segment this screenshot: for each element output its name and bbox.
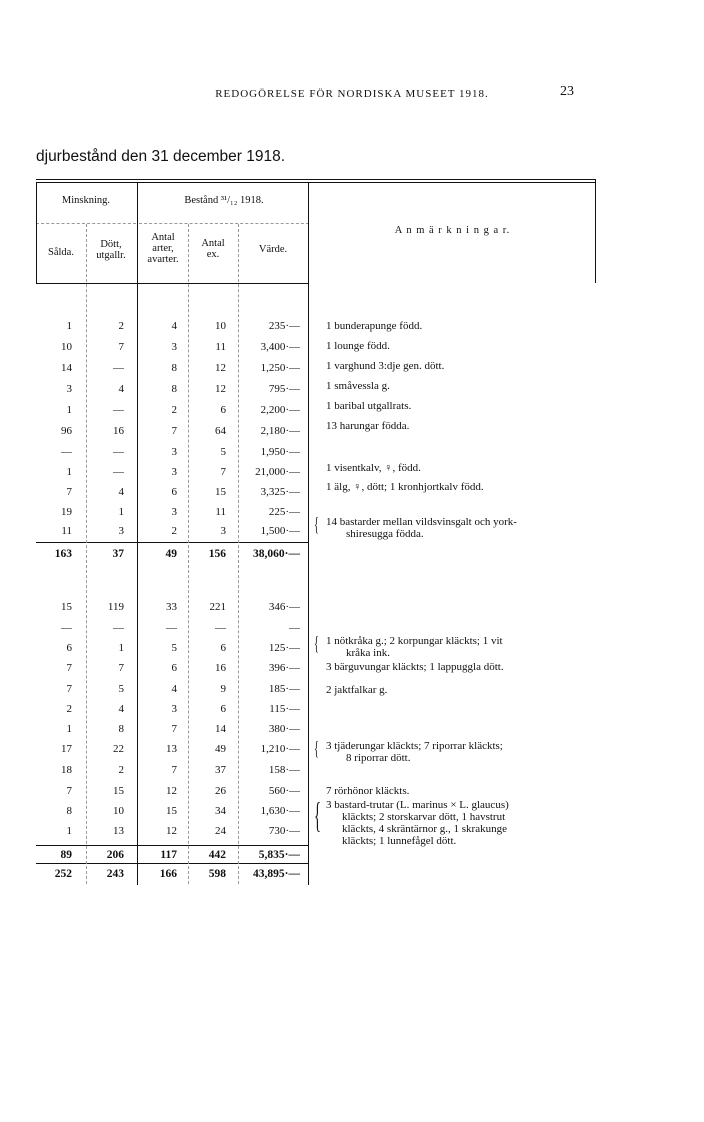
page-number: 23 bbox=[560, 84, 574, 99]
table-row-antal-arter: 3 bbox=[171, 446, 177, 458]
table-row-dott: 8 bbox=[118, 723, 124, 735]
table-subtitle: djurbestånd den 31 december 1918. bbox=[36, 148, 286, 165]
table-row-varde: 396·— bbox=[268, 662, 300, 674]
table-row-dott: 7 bbox=[118, 662, 124, 674]
remark-11: 3 bärguvungar kläckts; 1 lappuggla dött. bbox=[326, 661, 504, 673]
table-row-salda: 7 bbox=[66, 683, 72, 695]
table-row-salda: 3 bbox=[66, 383, 72, 395]
table-row-antal-arter: 15 bbox=[166, 805, 177, 817]
remark-15b: kläckts; 2 storskarvar dött, 1 havstrut bbox=[342, 811, 506, 823]
table-row-antal-ex: 221 bbox=[209, 601, 226, 613]
table-row-antal-arter: 12 bbox=[166, 825, 177, 837]
table-row-salda: 19 bbox=[61, 506, 72, 518]
table-row-salda: 15 bbox=[61, 601, 72, 613]
table-row-antal-ex: 15 bbox=[215, 486, 226, 498]
remark-14: 7 rörhönor kläckts. bbox=[326, 785, 410, 797]
header-anmarkningar: A n m ä r k n i n g a r. bbox=[394, 225, 511, 236]
table-row-salda: 8 bbox=[66, 805, 72, 817]
table-row-dott: 4 bbox=[118, 383, 124, 395]
table-row-antal-ex: 49 bbox=[215, 743, 226, 755]
table-row-salda: 1 bbox=[66, 723, 72, 735]
table-row-varde: 115·— bbox=[269, 703, 300, 715]
table-row-salda: 7 bbox=[66, 785, 72, 797]
table-row-dott: 2 bbox=[118, 320, 124, 332]
table-row-antal-arter: 7 bbox=[171, 723, 177, 735]
table-row-antal-arter: 3 bbox=[171, 341, 177, 353]
table-row-antal-arter: 4 bbox=[171, 683, 177, 695]
table-row-varde: 1,950·— bbox=[260, 446, 300, 458]
table-row-antal-arter: 6 bbox=[171, 662, 177, 674]
remark-13a: 3 tjäderungar kläckts; 7 riporrar kläckts; bbox=[326, 740, 503, 752]
header-dott-line2: utgallr. bbox=[96, 250, 126, 261]
table-row-antal-arter: 12 bbox=[166, 785, 177, 797]
grand-total-row-antal-ex: 598 bbox=[208, 868, 226, 880]
table-row-antal-ex: 3 bbox=[220, 525, 226, 537]
table-row-antal-arter: 3 bbox=[171, 506, 177, 518]
table-row-salda: — bbox=[61, 622, 72, 634]
top-rule bbox=[36, 179, 596, 180]
table-row-antal-ex: 9 bbox=[220, 683, 226, 695]
section1-total-rule bbox=[36, 542, 308, 543]
table-row-dott: 5 bbox=[118, 683, 124, 695]
section1-total-row-varde: 38,060·— bbox=[253, 548, 300, 560]
table-row-varde: 730·— bbox=[268, 825, 300, 837]
remark-13b: 8 riporrar dött. bbox=[346, 752, 411, 764]
section2-total-rule bbox=[36, 845, 308, 846]
table-row-dott: 7 bbox=[118, 341, 124, 353]
section1-total-row-salda: 163 bbox=[54, 548, 72, 560]
table-row-antal-ex: 6 bbox=[220, 642, 226, 654]
table-row-salda: 96 bbox=[61, 425, 72, 437]
header-antal-arter-line1: Antal bbox=[151, 232, 175, 243]
remark-5: 1 baribal utgallrats. bbox=[326, 400, 412, 412]
table-row-dott: 1 bbox=[118, 642, 124, 654]
header-bestand: Bestånd ³¹/₁₂ 1918. bbox=[184, 195, 264, 206]
table-row-salda: — bbox=[61, 446, 72, 458]
table-row-dott: — bbox=[113, 466, 124, 478]
table-row-varde: 21,000·— bbox=[255, 466, 300, 478]
section2-total-row-dott: 206 bbox=[106, 849, 124, 861]
table-row-dott: — bbox=[113, 446, 124, 458]
section1-total-row-antal-ex: 156 bbox=[208, 548, 226, 560]
table-row-antal-arter: 4 bbox=[171, 320, 177, 332]
table-row-salda: 1 bbox=[66, 825, 72, 837]
remark-3: 1 varghund 3:dje gen. dött. bbox=[326, 360, 445, 372]
brace-remark-9: { bbox=[314, 514, 319, 536]
header-dott bbox=[86, 239, 136, 261]
table-row-salda: 17 bbox=[61, 743, 72, 755]
section2-total-row-salda: 89 bbox=[60, 849, 72, 861]
table-row-antal-arter: 33 bbox=[166, 601, 177, 613]
table-row-dott: 4 bbox=[118, 486, 124, 498]
remark-15c: kläckts, 4 skräntärnor g., 1 skrakunge bbox=[342, 823, 507, 835]
table-row-varde: 560·— bbox=[268, 785, 300, 797]
vrule-varde bbox=[308, 183, 309, 885]
table-row-dott: 22 bbox=[113, 743, 124, 755]
table-row-antal-ex: 6 bbox=[220, 404, 226, 416]
table-row-varde: — bbox=[289, 622, 300, 634]
table-row-antal-ex: 12 bbox=[215, 383, 226, 395]
table-row-salda: 11 bbox=[61, 525, 72, 537]
header-antal-ex-line2: ex. bbox=[206, 249, 220, 260]
table-row-antal-ex: 37 bbox=[215, 764, 226, 776]
remark-6: 13 harungar födda. bbox=[326, 420, 410, 432]
table-row-varde: 795·— bbox=[268, 383, 300, 395]
table-row-varde: 2,180·— bbox=[260, 425, 300, 437]
table-row-salda: 7 bbox=[66, 662, 72, 674]
table-row-antal-arter: 7 bbox=[171, 764, 177, 776]
remark-7: 1 visentkalv, ♀, född. bbox=[326, 462, 421, 474]
vrule-right bbox=[595, 179, 596, 283]
table-row-antal-ex: 7 bbox=[220, 466, 226, 478]
table-row-antal-arter: 6 bbox=[171, 486, 177, 498]
table-row-varde: 235·— bbox=[268, 320, 300, 332]
grand-total-row-salda: 252 bbox=[54, 868, 72, 880]
table-row-salda: 14 bbox=[61, 362, 72, 374]
table-row-dott: 4 bbox=[118, 703, 124, 715]
table-row-antal-ex: 16 bbox=[215, 662, 226, 674]
table-row-dott: 1 bbox=[118, 506, 124, 518]
table-row-antal-ex: 64 bbox=[215, 425, 226, 437]
table-row-antal-arter: 5 bbox=[171, 642, 177, 654]
table-row-varde: 3,400·— bbox=[260, 341, 300, 353]
table-row-salda: 10 bbox=[61, 341, 72, 353]
section2-total-row-antal-arter: 117 bbox=[160, 849, 177, 861]
table-row-varde: 1,500·— bbox=[260, 525, 300, 537]
remark-15d: kläckts; 1 lunnefågel dött. bbox=[342, 835, 457, 847]
table-row-varde: 125·— bbox=[268, 642, 300, 654]
table-row-salda: 6 bbox=[66, 642, 72, 654]
table-row-varde: 225·— bbox=[268, 506, 300, 518]
table-row-varde: 346·— bbox=[268, 601, 300, 613]
grand-total-row-varde: 43,895·— bbox=[253, 868, 300, 880]
table-row-varde: 158·— bbox=[268, 764, 300, 776]
table-row-antal-arter: 2 bbox=[171, 525, 177, 537]
remark-10a: 1 nötkråka g.; 2 korpungar kläckts; 1 vit bbox=[326, 635, 503, 647]
table-row-dott: 119 bbox=[107, 601, 124, 613]
table-row-salda: 7 bbox=[66, 486, 72, 498]
table-row-antal-ex: 11 bbox=[215, 506, 226, 518]
table-row-salda: 1 bbox=[66, 466, 72, 478]
table-row-salda: 2 bbox=[66, 703, 72, 715]
table-row-antal-arter: 3 bbox=[171, 466, 177, 478]
brace-remark-13: { bbox=[314, 738, 319, 760]
table-row-dott: — bbox=[113, 362, 124, 374]
running-title: REDOGÖRELSE FÖR NORDISKA MUSEET 1918. bbox=[215, 88, 489, 100]
section2-total-row-antal-ex: 442 bbox=[208, 849, 226, 861]
remark-9b: shiresugga födda. bbox=[346, 528, 424, 540]
table-row-antal-ex: 6 bbox=[220, 703, 226, 715]
header-salda: Sålda. bbox=[48, 247, 74, 258]
table-row-dott: 13 bbox=[113, 825, 124, 837]
header-varde: Värde. bbox=[258, 244, 288, 255]
table-row-antal-ex: 26 bbox=[215, 785, 226, 797]
table-row-varde: 1,210·— bbox=[260, 743, 300, 755]
section2-total-row-varde: 5,835·— bbox=[258, 849, 300, 861]
brace-remark-10: { bbox=[314, 633, 319, 655]
section1-total-row-antal-arter: 49 bbox=[165, 548, 177, 560]
table-row-antal-arter: — bbox=[166, 622, 177, 634]
table-row-antal-ex: 24 bbox=[215, 825, 226, 837]
remark-2: 1 lounge född. bbox=[326, 340, 390, 352]
remark-10b: kråka ink. bbox=[346, 647, 390, 659]
table-row-dott: 2 bbox=[118, 764, 124, 776]
table-row-varde: 1,250·— bbox=[260, 362, 300, 374]
table-row-antal-ex: 14 bbox=[215, 723, 226, 735]
brace-remark-15: { bbox=[314, 795, 321, 835]
header-dott-line1: Dött, bbox=[100, 239, 122, 250]
header-bottom-rule bbox=[36, 283, 308, 284]
top-rule-inner bbox=[36, 182, 596, 183]
table-row-antal-ex: 11 bbox=[215, 341, 226, 353]
table-row-varde: 1,630·— bbox=[260, 805, 300, 817]
table-row-antal-ex: — bbox=[215, 622, 226, 634]
grand-total-row-dott: 243 bbox=[106, 868, 124, 880]
remark-1: 1 bunderapunge född. bbox=[326, 320, 423, 332]
table-row-antal-ex: 10 bbox=[215, 320, 226, 332]
table-row-dott: — bbox=[113, 622, 124, 634]
header-antal-ex-line1: Antal bbox=[201, 238, 225, 249]
table-row-antal-arter: 13 bbox=[166, 743, 177, 755]
remark-8: 1 älg, ♀, dött; 1 kronhjortkalv född. bbox=[326, 481, 484, 493]
table-row-antal-arter: 3 bbox=[171, 703, 177, 715]
table-row-varde: 380·— bbox=[268, 723, 300, 735]
remark-4: 1 småvessla g. bbox=[326, 380, 390, 392]
table-row-dott: 16 bbox=[113, 425, 124, 437]
remark-12: 2 jaktfalkar g. bbox=[326, 684, 388, 696]
header-antal-ex bbox=[188, 238, 238, 260]
remark-9a: 14 bastarder mellan vildsvinsgalt och york- bbox=[326, 516, 517, 528]
header-antal-arter bbox=[138, 232, 188, 265]
table-row-antal-arter: 8 bbox=[171, 362, 177, 374]
table-row-antal-arter: 7 bbox=[171, 425, 177, 437]
table-row-salda: 1 bbox=[66, 404, 72, 416]
table-row-varde: 2,200·— bbox=[260, 404, 300, 416]
grand-total-row-antal-arter: 166 bbox=[159, 868, 177, 880]
table-row-antal-ex: 34 bbox=[215, 805, 226, 817]
bestand-sub-rule bbox=[139, 223, 309, 224]
grand-total-rule bbox=[36, 863, 308, 864]
table-row-antal-arter: 2 bbox=[171, 404, 177, 416]
table-row-dott: — bbox=[113, 404, 124, 416]
table-row-salda: 1 bbox=[66, 320, 72, 332]
remark-15a: 3 bastard-trutar (L. marinus × L. glaucus) bbox=[326, 799, 509, 811]
table-row-antal-arter: 8 bbox=[171, 383, 177, 395]
table-row-dott: 15 bbox=[113, 785, 124, 797]
header-antal-arter-line3: avarter. bbox=[147, 254, 179, 265]
table-row-salda: 18 bbox=[61, 764, 72, 776]
table-row-varde: 3,325·— bbox=[260, 486, 300, 498]
section1-total-row-dott: 37 bbox=[112, 548, 124, 560]
table-row-antal-ex: 5 bbox=[220, 446, 226, 458]
table-row-dott: 10 bbox=[113, 805, 124, 817]
header-antal-arter-line2: arter, bbox=[152, 243, 174, 254]
table-row-varde: 185·— bbox=[268, 683, 300, 695]
table-row-antal-ex: 12 bbox=[215, 362, 226, 374]
table-row-dott: 3 bbox=[118, 525, 124, 537]
header-minskning: Minskning. bbox=[61, 195, 111, 206]
